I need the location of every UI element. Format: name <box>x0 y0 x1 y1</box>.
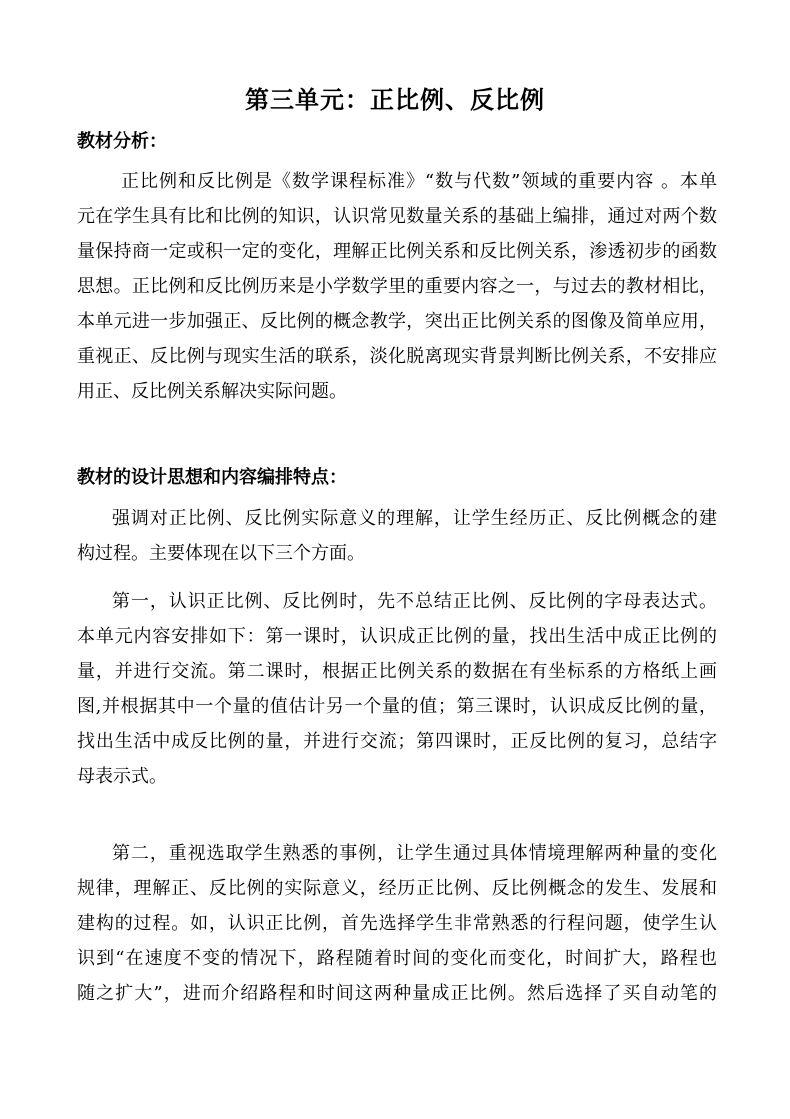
text-line: 母表示式。 <box>77 766 167 787</box>
text-line: 图,并根据其中一个量的值估计另一个量的值；第三课时，认识成反比例的量， <box>77 696 717 717</box>
text-line: 随之扩大”，进而介绍路程和时间这两种量成正比例。然后选择了买自动笔的 <box>77 983 717 1004</box>
text-line: 找出生活中成反比例的量，并进行交流；第四课时，正反比例的复习，总结字 <box>77 731 717 752</box>
text-line: 本单元进一步加强正、反比例的概念教学，突出正比例关系的图像及简单应用， <box>77 311 717 332</box>
text-line: 元在学生具有比和比例的知识，认识常见数量关系的基础上编排，通过对两个数 <box>77 206 717 227</box>
section-heading-design: 教材的设计思想和内容编排特点： <box>77 467 347 488</box>
text-line: 第二，重视选取学生熟悉的事例，让学生通过具体情境理解两种量的变化 <box>112 843 717 864</box>
text-line: 建构的过程。如，认识正比例，首先选择学生非常熟悉的行程问题，使学生认 <box>77 913 717 934</box>
text-line: 量保持商一定或积一定的变化，理解正比例关系和反比例关系，渗透初步的函数 <box>77 241 717 262</box>
text-line: 正比例和反比例是《数学课程标准》“数与代数”领域的重要内容 。本单 <box>121 171 717 192</box>
text-line: 重视正、反比例与现实生活的联系，淡化脱离现实背景判断比例关系，不安排应 <box>77 346 717 367</box>
text-line: 本单元内容安排如下：第一课时，认识成正比例的量，找出生活中成正比例的 <box>77 626 717 647</box>
text-line: 强调对正比例、反比例实际意义的理解，让学生经历正、反比例概念的建 <box>112 508 717 529</box>
section-heading-analysis: 教材分析： <box>77 131 167 152</box>
text-line: 第一，认识正比例、反比例时，先不总结正比例、反比例的字母表达式。 <box>112 591 717 612</box>
page-title: 第三单元：正比例、反比例 <box>245 86 545 114</box>
text-line: 思想。正比例和反比例历来是小学数学里的重要内容之一，与过去的教材相比， <box>77 276 717 297</box>
text-line: 量，并进行交流。第二课时，根据正比例关系的数据在有坐标系的方格纸上画 <box>77 661 717 682</box>
text-line: 规律，理解正、反比例的实际意义，经历正比例、反比例概念的发生、发展和 <box>77 878 717 899</box>
text-line: 用正、反比例关系解决实际问题。 <box>77 381 347 402</box>
text-line: 构过程。主要体现在以下三个方面。 <box>77 543 365 564</box>
text-line: 识到“在速度不变的情况下，路程随着时间的变化而变化，时间扩大，路程也 <box>77 948 717 969</box>
